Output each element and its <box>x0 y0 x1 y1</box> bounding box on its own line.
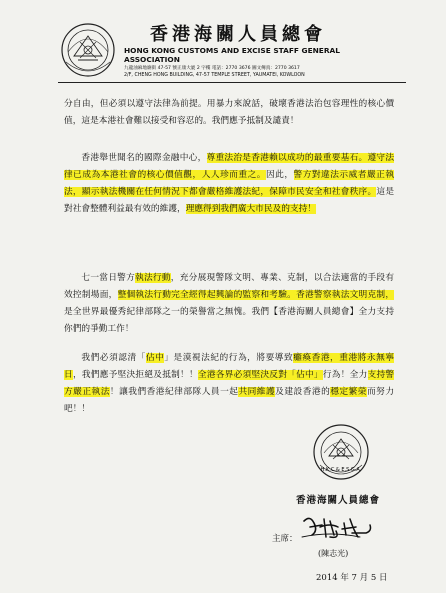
association-crest-icon <box>60 22 116 78</box>
letterhead-address-english: 2/F, CHENG HONG BUILDING, 47-57 TEMPLE STREET, YAUMATEI, KOWLOON <box>124 73 305 78</box>
highlighted-text: 全港各界必須堅決反對「佔中」 <box>197 370 323 380</box>
highlighted-text: 共同維護 <box>238 387 276 397</box>
paragraph-text: 分自由，但必須以遵守法律為前提。用暴力來說話，破壞香港法治包容理性的核心價值，這是本港社會難以接受和容忍的。我們應予抵制及譴責！ <box>64 99 394 126</box>
signer-name: (陳志光) <box>318 549 349 558</box>
paragraph-text: 而努力吧！！ <box>64 387 395 414</box>
paragraph-text: 香港舉世聞名的國際金融中心， <box>81 153 207 163</box>
letterhead-divider <box>58 82 406 83</box>
signing-organisation: 香港海關人員總會 <box>296 495 381 506</box>
paragraph-text: 我們【香港海關人員總會】全力支持你們的爭勤工作！ <box>64 307 395 334</box>
paragraph-text: 行為！全力 <box>322 370 368 380</box>
letterhead-title-english: HONG KONG CUSTOMS AND EXCISE STAFF GENERAL ASSOCIATION <box>124 46 340 64</box>
letterhead-title-chinese: 香港海關人員總會 <box>150 24 326 45</box>
paragraph-text: ，我們應予堅決拒絕及抵制！！ <box>72 370 198 380</box>
paragraph-text: ！讓我們香港紀律部隊人員一起 <box>109 387 239 397</box>
chairman-label: 主席： <box>272 534 298 544</box>
highlighted-text: 癱瘓香港，重港將永無寧日 <box>64 353 395 380</box>
handwritten-signature-icon <box>300 513 380 541</box>
paragraph-text: 因此， <box>265 170 294 180</box>
paragraph-2 <box>64 150 394 218</box>
paragraph-text: 這是對社會整體利益最有效的維護， <box>64 187 395 214</box>
paragraph-text: 我們必須認清「 <box>81 353 146 363</box>
paragraph-text: 是全世界最優秀紀律部隊之一的榮譽當之無愧。 <box>64 307 252 317</box>
association-seal-icon <box>312 423 370 481</box>
highlighted-text: 整個執法行動完全經得起興論的監察和考驗。 <box>117 290 297 300</box>
highlighted-text: 穩定繁榮 <box>330 387 367 397</box>
paragraph-4 <box>64 350 394 418</box>
paragraph-text: ，充分展現警隊文明、專業、克制，以合法適當的手段有效控制場面， <box>64 273 395 300</box>
letterhead-address-chinese: 九龍油麻地廟街 47-57 號正康大廈 2 字樓 電話：2770 3676 圖文傳真：2770 3617 <box>124 66 300 71</box>
highlighted-text: 佔中 <box>145 353 165 363</box>
highlighted-text: 理應得到我們廣大市民及的支持！ <box>185 204 316 214</box>
paragraph-text: 」是漠視法紀的行為，將要導致 <box>164 353 294 363</box>
highlighted-text: 支持警方嚴正執法 <box>64 370 395 397</box>
paragraph-text: 及建設香港的 <box>275 387 331 397</box>
letter-date: 2014 年 7 月 5 日 <box>316 573 388 583</box>
highlighted-text: 警方對違法示威者嚴正執法，顯示執法機關在任何情況下都會嚴格維護法紀，保障市民安全和社會秩序。 <box>64 170 395 197</box>
svg-text:H.K.C.& E.S.G.A.: H.K.C.& E.S.G.A. <box>320 467 362 473</box>
paragraph-1 <box>64 96 394 130</box>
highlighted-text: 尊重法治是香港賴以成功的最重要基石。遵守法律已成為本港社會的核心價值觀，人人珍而重之。 <box>64 153 395 180</box>
paragraph-3 <box>64 270 394 338</box>
highlighted-text: 香港警察執法文明克制， <box>296 290 395 300</box>
highlighted-text: 執法行動 <box>135 273 171 283</box>
paragraph-text: 七一當日警方 <box>81 273 136 283</box>
